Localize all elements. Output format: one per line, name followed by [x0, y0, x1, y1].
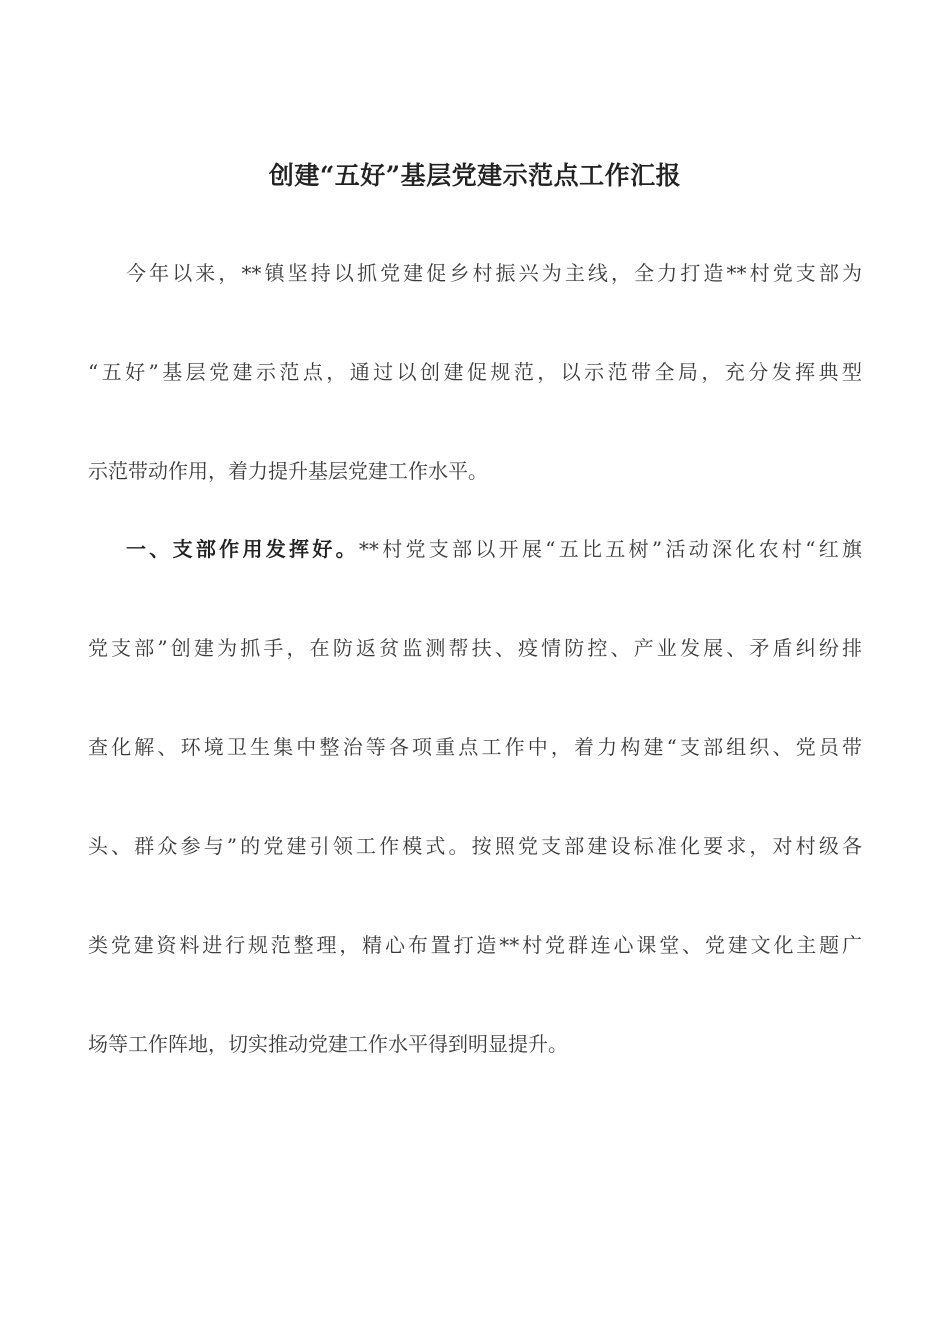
intro-line-2: “五好”基层党建示范点，通过以创建促规范，以示范带全局，充分发挥典型: [88, 360, 862, 384]
section1-line-4: 头、群众参与”的党建引领工作模式。按照党支部建设标准化要求，对村级各: [88, 834, 862, 858]
section1-line-3: 查化解、环境卫生集中整治等各项重点工作中，着力构建“支部组织、党员带: [88, 735, 862, 759]
intro-line-3: 示范带动作用，着力提升基层党建工作水平。: [88, 459, 488, 483]
section1-first-line-rest: **村党支部以开展“五比五树”活动深化农村“红旗: [358, 537, 862, 561]
section1-line-5: 类党建资料进行规范整理，精心布置打造**村党群连心课堂、党建文化主题广: [88, 933, 862, 957]
section1-heading: 一、支部作用发挥好。: [126, 537, 359, 561]
section1-first-line: [126, 533, 862, 562]
document-title: 创建“五好”基层党建示范点工作汇报: [268, 161, 682, 190]
intro-line-1: 今年以来，**镇坚持以抓党建促乡村振兴为主线，全力打造**村党支部为: [126, 261, 862, 285]
section1-line-6: 场等工作阵地，切实推动党建工作水平得到明显提升。: [88, 1032, 568, 1056]
section1-line-2: 党支部”创建为抓手，在防返贫监测帮扶、疫情防控、产业发展、矛盾纠纷排: [88, 636, 862, 660]
